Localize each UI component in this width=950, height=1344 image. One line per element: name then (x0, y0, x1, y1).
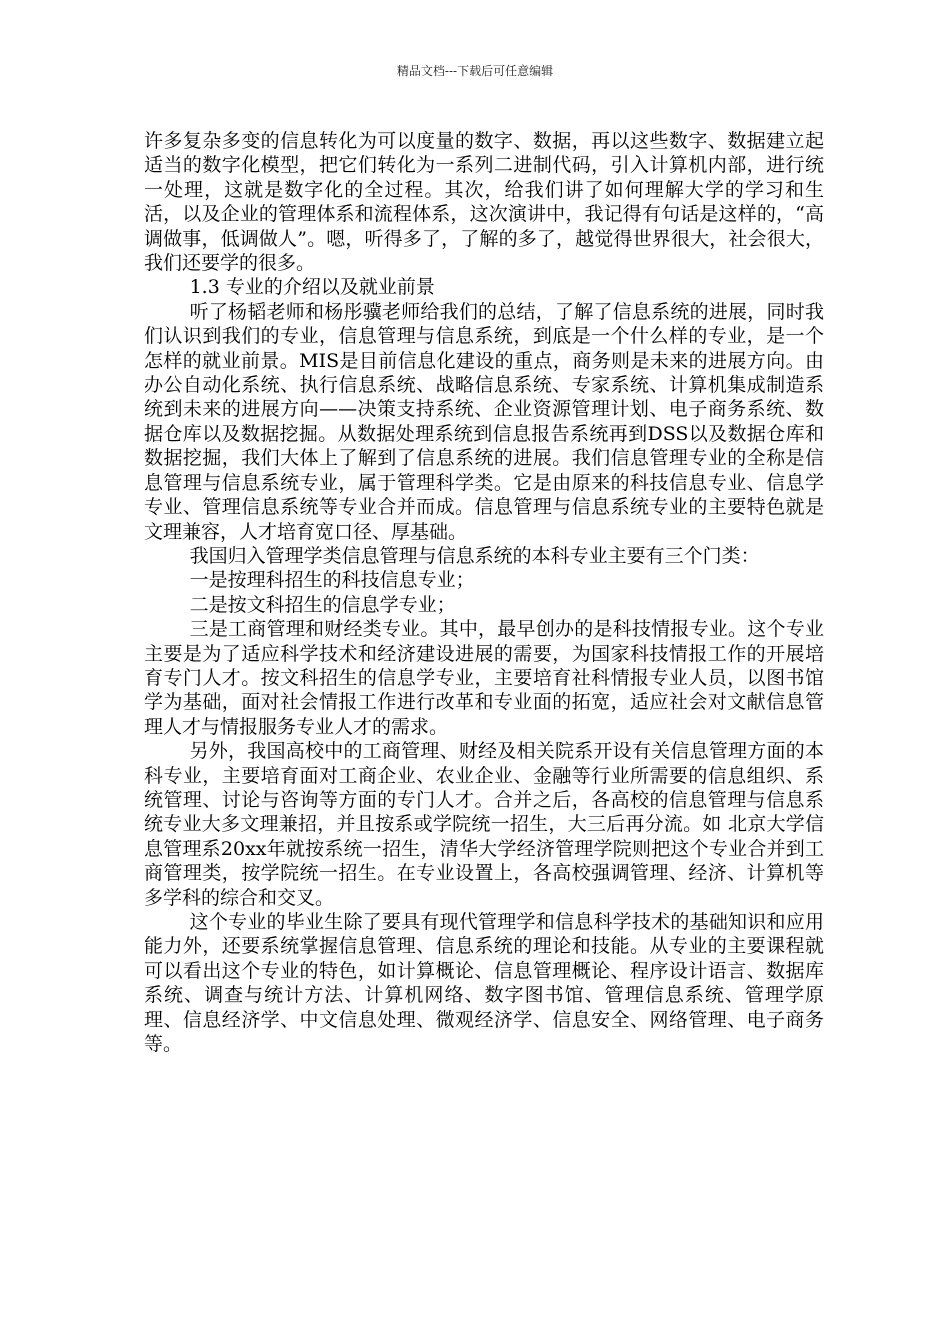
list-item-category-3: 三是工商管理和财经类专业。其中，最早创办的是科技情报专业。这个专业主要是为了适应科学技术和经济建设进展的需要，为国家科技情报工作的开展培育专门人才。按文科招生的信息学专业，主要培育社科情报专业人员，以图书馆学为基础，面对社会情报工作进行改革和专业面的拓宽，适应社会对文献信息管理人才与情报服务专业人才的需求。 (144, 618, 824, 738)
document-body (144, 129, 824, 1056)
paragraph-business-schools: 另外，我国高校中的工商管理、财经及相关院系开设有关信息管理方面的本科专业，主要培育面对工商企业、农业企业、金融等行业所需要的信息组织、系统管理、讨论与咨询等方面的专门人才。合并之后，各高校的信息管理与信息系统专业大多文理兼招，并且按系或学院统一招生，大三后再分流。如 北京大学信息管理系20xx年就按系统一招生，清华大学经济管理学院则把这个专业合并到工商管理类，按学院统一招生。在专业设置上，各高校强调管理、经济、计算机等多学科的综合和交叉。 (144, 740, 824, 909)
paragraph-categories-intro: 我国归入管理学类信息管理与信息系统的本科专业主要有三个门类： (189, 544, 760, 567)
list-item-category-2: 二是按文科招生的信息学专业； (189, 593, 456, 616)
page-header: 精品文档---下载后可任意编辑 (396, 64, 554, 78)
paragraph-major-intro: 听了杨韬老师和杨彤骥老师给我们的总结，了解了信息系统的进展，同时我们认识到我们的专业，信息管理与信息系统，到底是一个什么样的专业，是一个怎样的就业前景。MIS是目前信息化建设的重点，商务则是未来的进展方向。由办公自动化系统、执行信息系统、战略信息系统、专家系统、计算机集成制造系统到未来的进展方向——决策支持系统、企业资源管理计划、电子商务系统、数据仓库以及数据挖掘。从数据处理系统到信息报告系统再到DSS以及数据仓库和数据挖掘，我们大体上了解到了信息系统的进展。我们信息管理专业的全称是信息管理与信息系统专业，属于管理科学类。它是由原来的科技信息专业、信息学专业、管理信息系统等专业合并而成。信息管理与信息系统专业的主要特色就是文理兼容，人才培育宽口径、厚基础。 (144, 300, 824, 543)
section-heading: 1.3 专业的介绍以及就业前景 (189, 276, 435, 299)
list-item-category-1: 一是按理科招生的科技信息专业； (189, 569, 475, 592)
paragraph-digitization: 许多复杂多变的信息转化为可以度量的数字、数据，再以这些数字、数据建立起适当的数字化模型，把它们转化为一系列二进制代码，引入计算机内部，进行统一处理，这就是数字化的全过程。其次，给我们讲了如何理解大学的学习和生活，以及企业的管理体系和流程体系，这次演讲中，我记得有句话是这样的，“高调做事，低调做人”。嗯，听得多了，了解的多了，越觉得世界很大，社会很大，我们还要学的很多。 (144, 130, 824, 275)
paragraph-graduates: 这个专业的毕业生除了要具有现代管理学和信息科学技术的基础知识和应用能力外，还要系统掌握信息管理、信息系统的理论和技能。从专业的主要课程就可以看出这个专业的特色，如计算概论、信息管理概论、程序设计语言、数据库系统、调查与统计方法、计算机网络、数字图书馆、管理信息系统、管理学原理、信息经济学、中文信息处理、微观经济学、信息安全、网络管理、电子商务等。 (144, 911, 824, 1056)
